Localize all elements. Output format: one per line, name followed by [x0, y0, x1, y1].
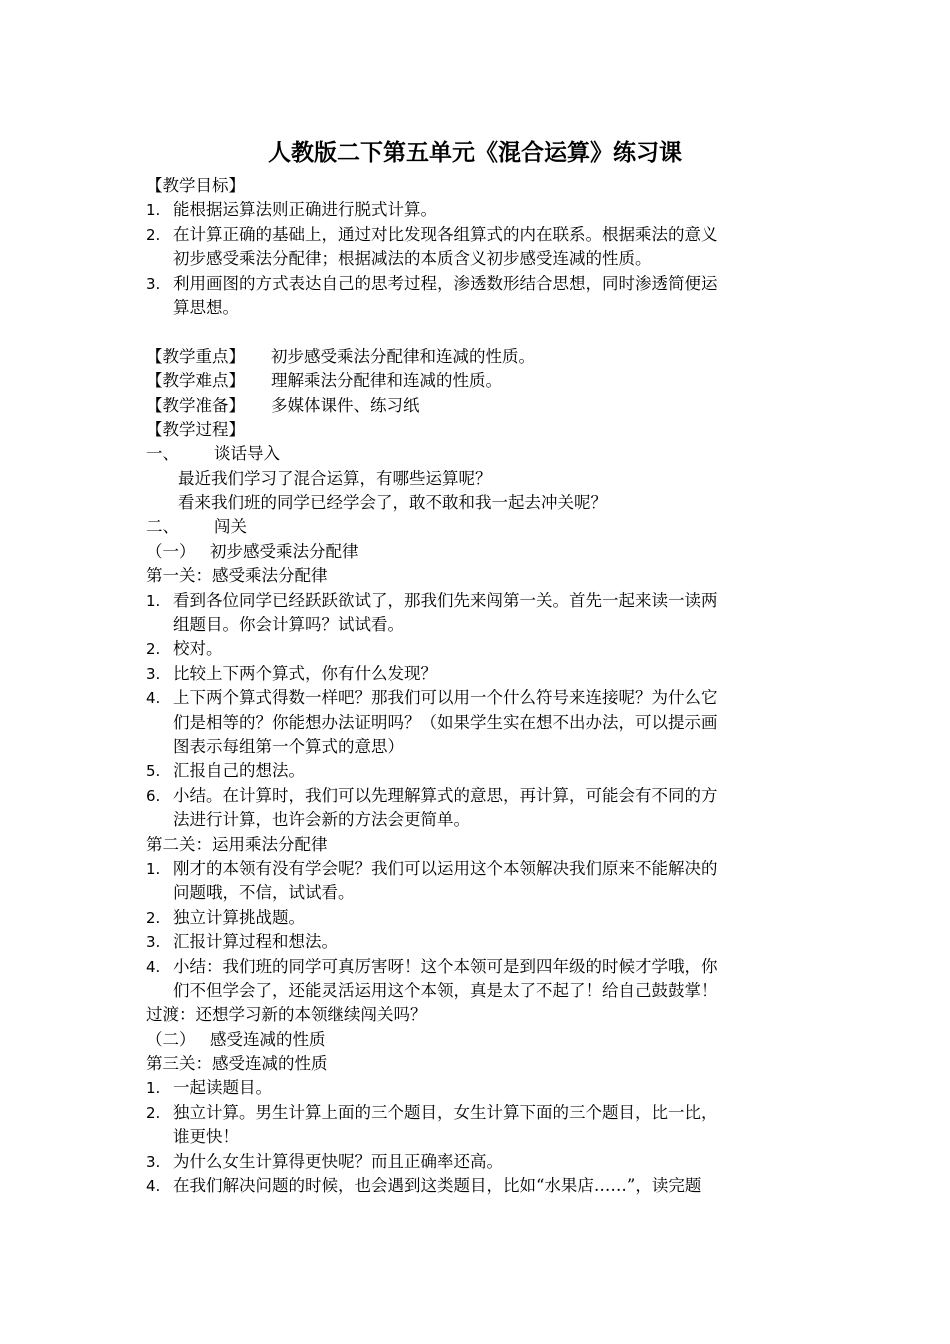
- list-item-line: [146, 930, 810, 954]
- list-item-line: [146, 686, 810, 710]
- preparation-text: 多媒体课件、练习纸: [271, 395, 420, 415]
- list-item-text: 独立计算挑战题。: [173, 907, 305, 927]
- preparation-label: 【教学准备】: [146, 395, 245, 415]
- preparation: [146, 394, 810, 418]
- level3-list: [146, 1076, 810, 1198]
- list-item-text: 图表示每组第一个算式的意思）: [173, 736, 404, 756]
- transition: 过渡：还想学习新的本领继续闯关吗？: [146, 1005, 427, 1025]
- list-item-number: 2.: [146, 908, 161, 927]
- list-item-text: 们是相等的？你能想办法证明吗？（如果学生实在想不出办法，可以提示画: [173, 712, 718, 732]
- part1-heading: [146, 442, 810, 466]
- list-item-number: 3.: [146, 664, 161, 683]
- list-item-line: [146, 1101, 810, 1125]
- list-item-line: [146, 613, 810, 637]
- sub1-title: 初步感受乘法分配律: [210, 541, 359, 561]
- list-item-line: [146, 223, 810, 247]
- level1-list: [146, 589, 810, 833]
- list-item-text: 初步感受乘法分配律；根据减法的本质含义初步感受连减的性质。: [173, 249, 652, 269]
- sub1-heading: [146, 540, 810, 564]
- list-item-number: 1.: [146, 1079, 161, 1098]
- list-item-text: 谁更快！: [173, 1127, 239, 1147]
- part1-number: 一、: [146, 444, 179, 464]
- list-item-line: [146, 906, 810, 930]
- key-points-text: 初步感受乘法分配律和连减的性质。: [271, 346, 535, 366]
- list-item-number: 1.: [146, 591, 161, 610]
- sub2-heading: [146, 1028, 810, 1052]
- list-item-line: [146, 711, 810, 735]
- list-item-text: 利用画图的方式表达自己的思考过程，渗透数形结合思想，同时渗透简便运: [173, 273, 718, 293]
- list-item-text: 问题哦，不信，试试看。: [173, 883, 355, 903]
- list-item-number: 1.: [146, 201, 161, 220]
- level1-title: 第一关：感受乘法分配律: [146, 566, 328, 586]
- list-item-text: 能根据运算法则正确进行脱式计算。: [173, 200, 437, 220]
- level2-title: 第二关：运用乘法分配律: [146, 834, 328, 854]
- blank-line: [146, 320, 810, 344]
- list-item-text: 独立计算。男生计算上面的三个题目，女生计算下面的三个题目，比一比，: [173, 1102, 718, 1122]
- list-item-text: 在我们解决问题的时候，也会遇到这类题目，比如“水果店……”，读完题: [173, 1176, 702, 1196]
- list-item-text: 汇报自己的想法。: [173, 761, 305, 781]
- part2-heading: [146, 515, 810, 539]
- list-item-number: 2.: [146, 640, 161, 659]
- part2-title: 闯关: [214, 517, 247, 537]
- list-item-line: [146, 784, 810, 808]
- list-item-line: [146, 272, 810, 296]
- list-item-line: [146, 735, 810, 759]
- list-item-text: 校对。: [173, 639, 223, 659]
- list-item-number: 4.: [146, 957, 161, 976]
- list-item-number: 6.: [146, 786, 161, 805]
- list-item-line: [146, 1125, 810, 1149]
- list-item-number: 2.: [146, 1103, 161, 1122]
- list-item-text: 们不但学会了，还能灵活运用这个本领，真是太了不起了！给自己鼓鼓掌！: [173, 980, 718, 1000]
- list-item-line: [146, 198, 810, 222]
- list-item-number: 5.: [146, 762, 161, 781]
- list-item-number: 3.: [146, 1152, 161, 1171]
- sub2-title: 感受连减的性质: [210, 1029, 326, 1049]
- list-item-text: 上下两个算式得数一样吧？那我们可以用一个什么符号来连接呢？为什么它: [173, 688, 718, 708]
- list-item-line: [146, 296, 810, 320]
- sub2-number: （二）: [146, 1029, 196, 1049]
- difficulties-text: 理解乘法分配律和连减的性质。: [271, 371, 502, 391]
- list-item-text: 刚才的本领有没有学会呢？我们可以运用这个本领解决我们原来不能解决的: [173, 858, 718, 878]
- list-item-line: [146, 1150, 810, 1174]
- list-item-line: [146, 662, 810, 686]
- list-item-line: [146, 857, 810, 881]
- list-item-line: [146, 247, 810, 271]
- part1-line: 看来我们班的同学已经学会了，敢不敢和我一起去冲关呢？: [178, 493, 607, 513]
- list-item-line: [146, 759, 810, 783]
- list-item-text: 组题目。你会计算吗？试试看。: [173, 615, 404, 635]
- list-item-number: 2.: [146, 225, 161, 244]
- list-item-number: 3.: [146, 274, 161, 293]
- list-item-text: 比较上下两个算式，你有什么发现？: [173, 663, 437, 683]
- list-item-text: 在计算正确的基础上，通过对比发现各组算式的内在联系。根据乘法的意义: [173, 224, 718, 244]
- objectives-list: [146, 198, 810, 320]
- list-item-text: 算思想。: [173, 297, 239, 317]
- process-heading: 【教学过程】: [146, 419, 245, 439]
- part2-number: 二、: [146, 517, 179, 537]
- level2-list: [146, 857, 810, 1003]
- list-item-line: [146, 979, 810, 1003]
- list-item-text: 一起读题目。: [173, 1078, 272, 1098]
- page-title: 人教版二下第五单元《混合运算》练习课: [268, 140, 682, 166]
- list-item-number: 4.: [146, 689, 161, 708]
- list-item-line: [146, 1076, 810, 1100]
- part1-line: 最近我们学习了混合运算，有哪些运算呢？: [178, 468, 492, 488]
- list-item-text: 法进行计算，也许会新的方法会更简单。: [173, 810, 470, 830]
- key-points: [146, 345, 810, 369]
- key-points-label: 【教学重点】: [146, 346, 245, 366]
- list-item-number: 4.: [146, 1177, 161, 1196]
- list-item-text: 看到各位同学已经跃跃欲试了，那我们先来闯第一关。首先一起来读一读两: [173, 590, 718, 610]
- list-item-line: [146, 1174, 810, 1198]
- level3-title: 第三关：感受连减的性质: [146, 1054, 328, 1074]
- list-item-line: [146, 589, 810, 613]
- document-body: [146, 174, 810, 1198]
- sub1-number: （一）: [146, 541, 196, 561]
- list-item-line: [146, 955, 810, 979]
- list-item-number: 1.: [146, 859, 161, 878]
- difficulties: [146, 369, 810, 393]
- list-item-line: [146, 637, 810, 661]
- difficulties-label: 【教学难点】: [146, 371, 245, 391]
- list-item-text: 为什么女生计算得更快呢？而且正确率还高。: [173, 1151, 503, 1171]
- part1-title: 谈话导入: [214, 444, 280, 464]
- list-item-line: [146, 808, 810, 832]
- list-item-number: 3.: [146, 933, 161, 952]
- list-item-text: 小结。在计算时，我们可以先理解算式的意思，再计算，可能会有不同的方: [173, 785, 718, 805]
- list-item-text: 汇报计算过程和想法。: [173, 932, 338, 952]
- objectives-heading: 【教学目标】: [146, 176, 245, 195]
- list-item-text: 小结：我们班的同学可真厉害呀！这个本领可是到四年级的时候才学哦，你: [173, 956, 718, 976]
- list-item-line: [146, 881, 810, 905]
